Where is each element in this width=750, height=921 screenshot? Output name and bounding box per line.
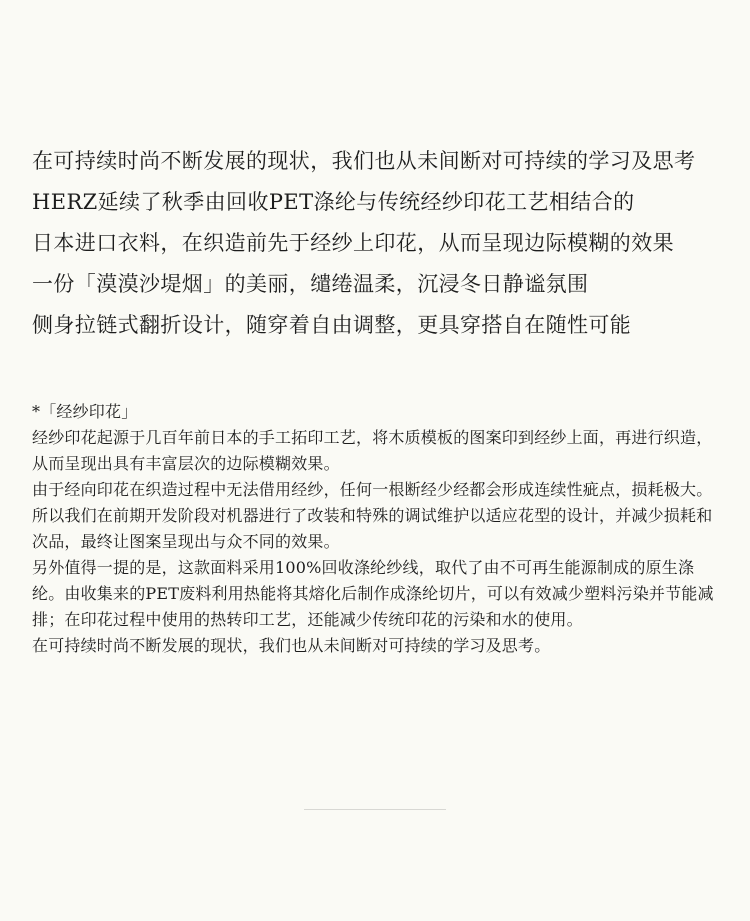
intro-line: HERZ延续了秋季由回收PET涤纶与传统经纱印花工艺相结合的: [32, 190, 635, 214]
intro-line: 在可持续时尚不断发展的现状，我们也从未间断对可持续的学习及思考: [32, 149, 696, 173]
intro-text: [32, 141, 732, 346]
intro-line: 侧身拉链式翻折设计，随穿着自由调整，更具穿搭自在随性可能: [32, 313, 632, 337]
intro-line: 一份「漠漠沙堤烟」的美丽，缱绻温柔，沉浸冬日静谧氛围: [32, 272, 589, 296]
notes-paragraph: 在可持续时尚不断发展的现状，我们也从未间断对可持续的学习及思考。: [32, 636, 551, 655]
notes-paragraph: 经纱印花起源于几百年前日本的手工拓印工艺，将木质模板的图案印到经纱上面，再进行织造，从而呈现出具有丰富层次的边际模糊效果。: [32, 428, 713, 473]
intro-line: 日本进口衣料，在织造前先于经纱上印花，从而呈现边际模糊的效果: [32, 231, 674, 255]
notes-title: *「经纱印花」: [32, 402, 138, 421]
divider: [304, 809, 446, 810]
notes-paragraph: 另外值得一提的是，这款面料采用100%回收涤纶纱线，取代了由不可再生能源制成的原生涤纶。由收集来的PET废料利用热能将其熔化后制作成涤纶切片，可以有效减少塑料污染并节能减排；在印花过程中使用的热转印工艺，还能减少传统印花的污染和水的使用。: [32, 558, 714, 629]
notes-paragraph: 由于经向印花在织造过程中无法借用经纱，任何一根断经少经都会形成连续性疵点，损耗极大。所以我们在前期开发阶段对机器进行了改装和特殊的调试维护以适应花型的设计，并减少损耗和次品，最终让图案呈现出与众不同的效果。: [32, 480, 713, 551]
warp-printing-notes: [32, 399, 720, 659]
